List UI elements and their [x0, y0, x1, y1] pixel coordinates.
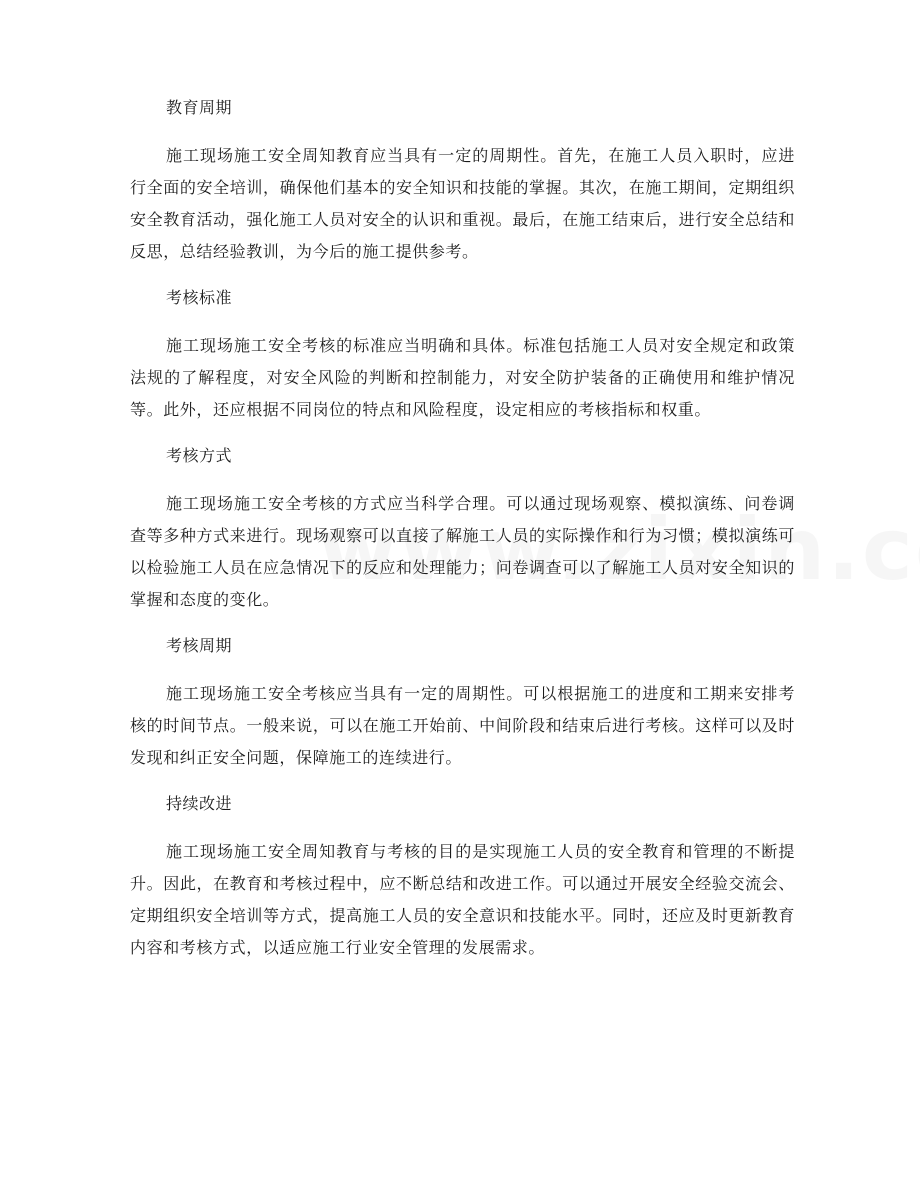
section-heading: 考核周期 — [166, 636, 233, 655]
section-assessment-standard — [130, 286, 795, 426]
section-assessment-cycle — [130, 634, 795, 774]
section-heading: 持续改进 — [166, 794, 233, 813]
section-paragraph: 施工现场施工安全考核的方式应当科学合理。可以通过现场观察、模拟演练、问卷调查等多种方式来进行。现场观察可以直接了解施工人员的实际操作和行为习惯；模拟演练可以检验施工人员在应急情况下的反应和处理能力；问卷调查可以了解施工人员对安全知识的掌握和态度的变化。 — [130, 494, 795, 609]
section-paragraph: 施工现场施工安全周知教育与考核的目的是实现施工人员的安全教育和管理的不断提升。因此，在教育和考核过程中，应不断总结和改进工作。可以通过开展安全经验交流会、定期组织安全培训等方式，提高施工人员的安全意识和技能水平。同时，还应及时更新教育内容和考核方式，以适应施工行业安全管理的发展需求。 — [130, 842, 795, 957]
section-paragraph: 施工现场施工安全考核应当具有一定的周期性。可以根据施工的进度和工期来安排考核的时间节点。一般来说，可以在施工开始前、中间阶段和结束后进行考核。这样可以及时发现和纠正安全问题，保障施工的连续进行。 — [130, 684, 795, 767]
section-continuous-improvement — [130, 792, 795, 964]
section-paragraph: 施工现场施工安全考核的标准应当明确和具体。标准包括施工人员对安全规定和政策法规的了解程度，对安全风险的判断和控制能力，对安全防护装备的正确使用和维护情况等。此外，还应根据不同岗位的特点和风险程度，设定相应的考核指标和权重。 — [130, 336, 795, 419]
section-education-cycle — [130, 96, 795, 268]
section-paragraph: 施工现场施工安全周知教育应当具有一定的周期性。首先，在施工人员入职时，应进行全面的安全培训，确保他们基本的安全知识和技能的掌握。其次，在施工期间，定期组织安全教育活动，强化施工人员对安全的认识和重视。最后，在施工结束后，进行安全总结和反思，总结经验教训，为今后的施工提供参考。 — [130, 146, 795, 261]
document-page — [130, 96, 795, 982]
section-heading: 教育周期 — [166, 98, 233, 117]
section-heading: 考核标准 — [166, 288, 233, 307]
section-heading: 考核方式 — [166, 446, 233, 465]
section-assessment-method — [130, 444, 795, 616]
